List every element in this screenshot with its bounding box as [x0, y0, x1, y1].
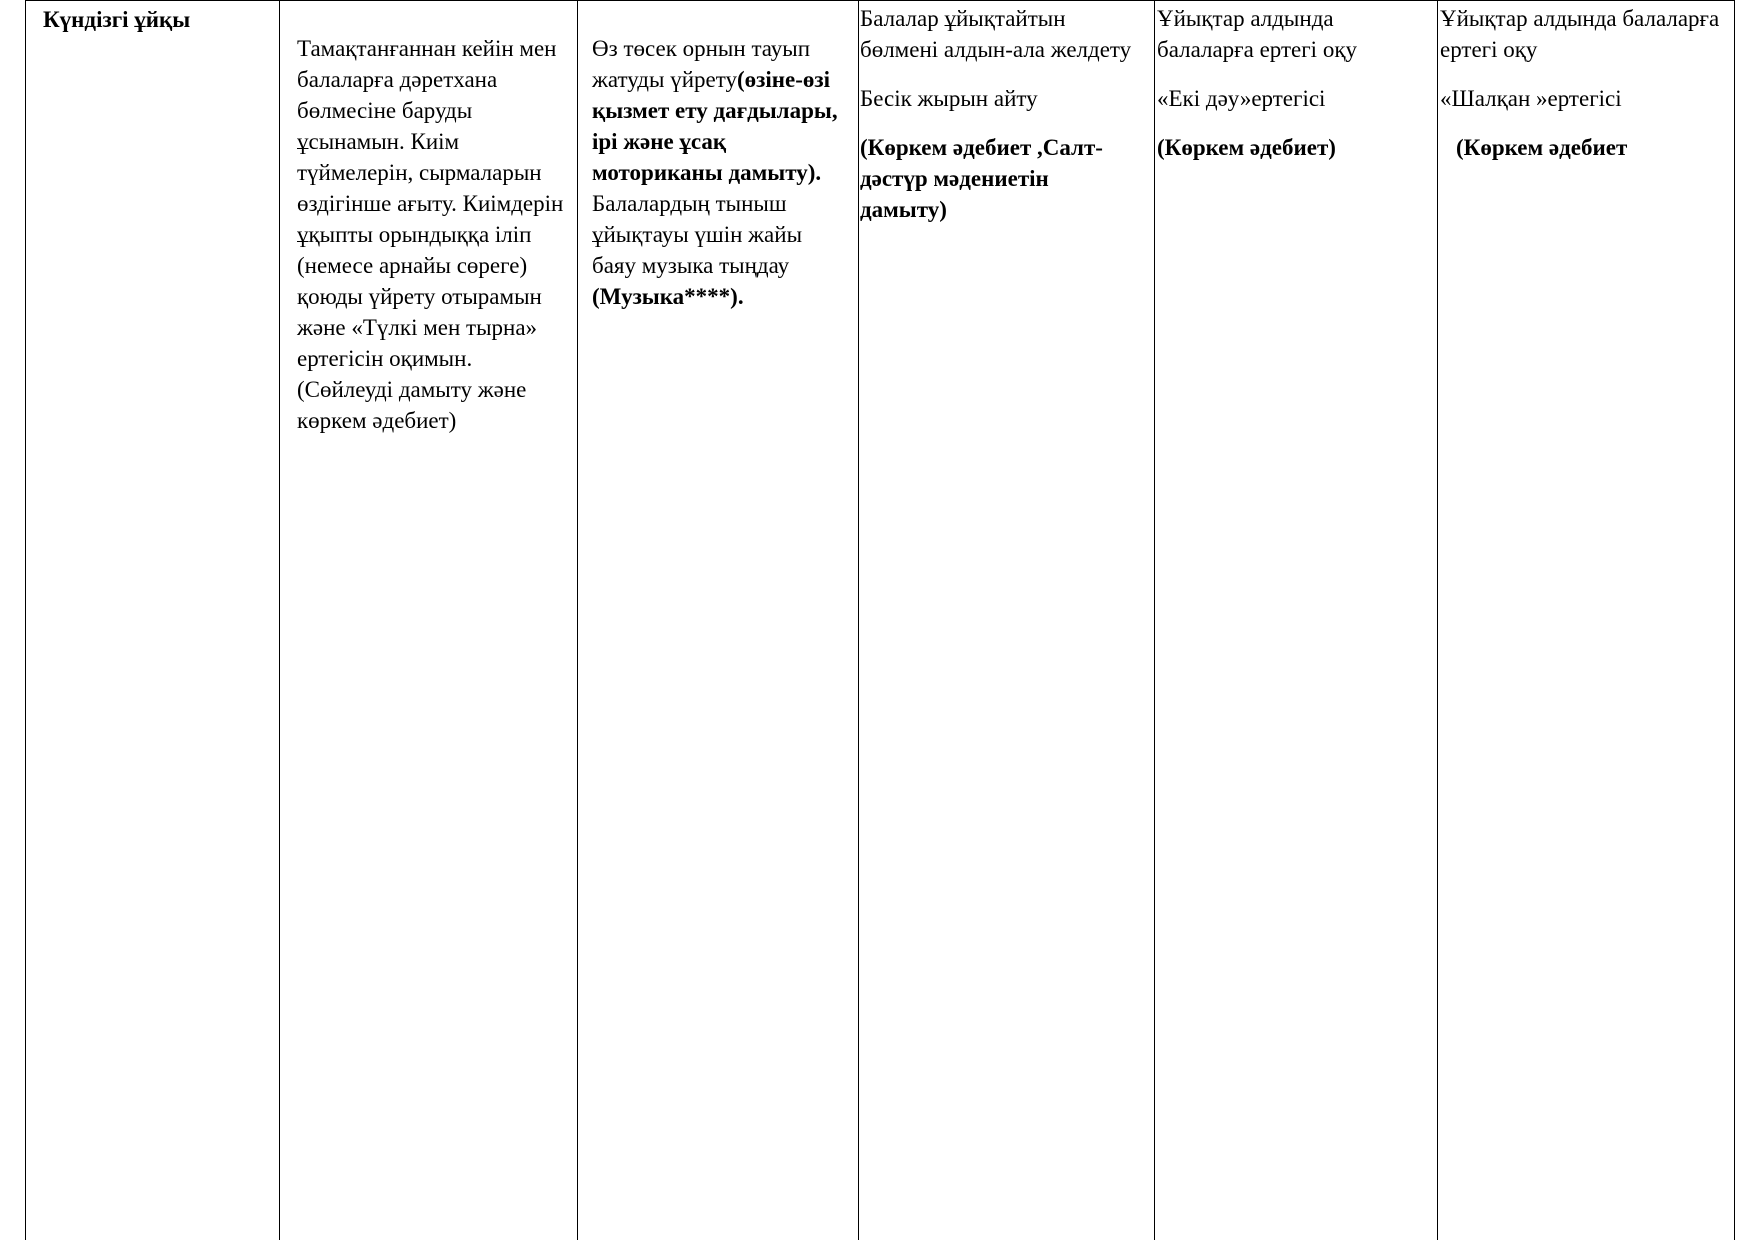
- cell-column-4-text-2: «Екі дәу»ертегісі: [1157, 86, 1326, 111]
- cell-column-5-text-2: «Шалқан »ертегісі: [1440, 86, 1622, 111]
- cell-column-2-bold-1: (өзіне-өзі қызмет ету дағдылары, ірі және ұсақ моториканы дамыту).: [592, 67, 838, 185]
- table-border-right: [1734, 0, 1735, 1240]
- cell-column-5-bold-1: (Көркем әдебиет: [1456, 135, 1628, 160]
- row-heading: Күндізгі ұйқы: [43, 7, 191, 32]
- cell-column-2-paragraph: [592, 33, 844, 188]
- cell-column-3-bold-1: (Көркем әдебиет ,Салт-дәстүр мәдениетін дамыту): [860, 135, 1103, 222]
- column-divider-2: [577, 0, 578, 1240]
- cell-column-5: [1440, 3, 1725, 163]
- table-top-border: [25, 0, 1734, 1]
- cell-column-4-text-1: Ұйықтар алдында балаларға ертегі оқу: [1157, 6, 1357, 62]
- cell-column-1: [297, 33, 565, 436]
- column-divider-3: [858, 0, 859, 1240]
- cell-column-5-text-1: Ұйықтар алдында балаларға ертегі оқу: [1440, 6, 1720, 62]
- cell-column-3-text-1: Балалар ұйықтайтын бөлмені алдын-ала желдету: [860, 6, 1132, 62]
- cell-column-2-text-2: Балалардың тыныш ұйықтауы үшін жайы баяу музыка тыңдау: [592, 191, 803, 278]
- cell-column-3-text-2: Бесік жырын айту: [860, 86, 1038, 111]
- cell-column-4-bold-1: (Көркем әдебиет): [1157, 135, 1336, 160]
- cell-column-2-text-1: Өз төсек орнын тауып жатуды үйрету: [592, 36, 811, 92]
- cell-column-2-paragraph-2: [592, 188, 844, 312]
- column-divider-1: [279, 0, 280, 1240]
- table-border-left: [25, 0, 26, 1240]
- cell-column-4: [1157, 3, 1429, 163]
- cell-column-1-text: Тамақтанғаннан кейін мен балаларға дәретхана бөлмесіне баруды ұсынамын. Киім түймелерін, сырмаларын өздігінше ағыту. Киімдерін ұқыпты орындыққа іліп (немесе арнайы сөреге) қоюды үйрету отырамын және «Түлкі мен тырна» ертегісін оқимын. (Сөйлеуді дамыту және көркем әдебиет): [297, 36, 564, 433]
- cell-column-2: [592, 33, 844, 312]
- column-divider-4: [1154, 0, 1155, 1240]
- cell-column-3: [860, 3, 1140, 225]
- cell-column-2-bold-2: (Музыка****).: [592, 284, 744, 309]
- column-divider-5: [1437, 0, 1438, 1240]
